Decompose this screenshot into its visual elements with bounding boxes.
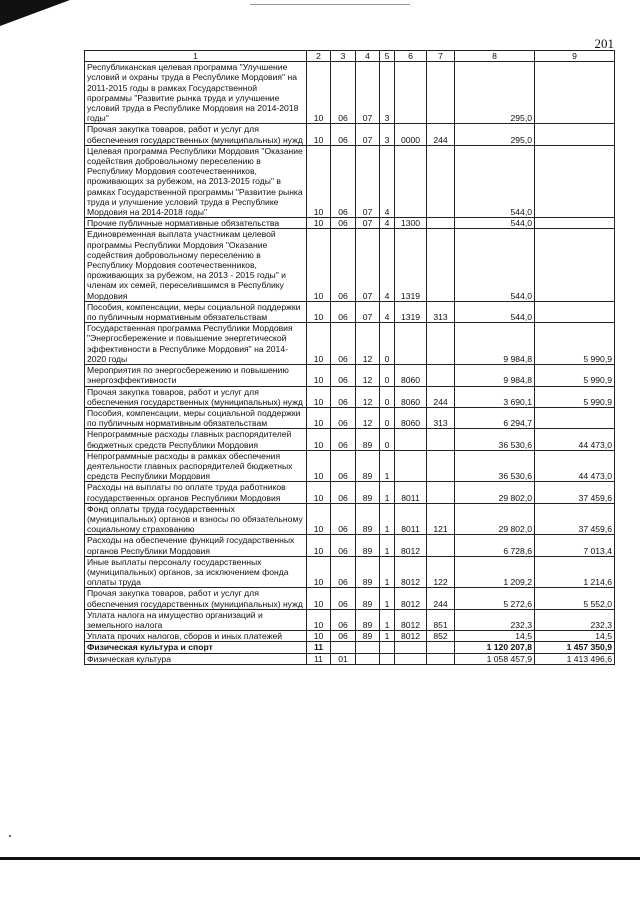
row-value-cell: 0000 <box>395 124 427 145</box>
row-value-cell: 1 <box>380 450 395 482</box>
row-value-cell: 9 984,8 <box>455 323 535 365</box>
table-row <box>85 145 615 217</box>
row-value-cell <box>427 229 455 301</box>
row-value-cell: 313 <box>427 407 455 428</box>
row-value-cell <box>427 450 455 482</box>
row-value-cell: 121 <box>427 503 455 535</box>
column-header: 2 <box>307 51 331 62</box>
row-value-cell <box>395 642 427 653</box>
row-value-cell: 89 <box>356 631 380 642</box>
row-value-cell: 14,5 <box>455 631 535 642</box>
row-value-cell: 244 <box>427 386 455 407</box>
row-value-cell <box>331 642 356 653</box>
row-name-cell: Непрограммные расходы в рамках обеспечения деятельности главных распорядителей бюджетных средств Республики Мордовия <box>85 450 307 482</box>
row-name-cell: Целевая программа Республики Мордовия "Оказание содействия добровольному переселению в Республику Мордовия соотечественников, проживающих за рубежом, на 2013-2015 годы" в рамках Государственной программы "Развитие рынка труда и улучшение условий труда в Республике Мордовия на 2014-2018 годы" <box>85 145 307 217</box>
row-value-cell: 232,3 <box>535 609 615 630</box>
row-value-cell: 244 <box>427 588 455 609</box>
row-value-cell: 1 <box>380 482 395 503</box>
row-value-cell: 6 728,6 <box>455 535 535 556</box>
row-value-cell: 8012 <box>395 535 427 556</box>
row-value-cell: 06 <box>331 124 356 145</box>
row-value-cell <box>356 653 380 664</box>
row-value-cell <box>395 145 427 217</box>
row-value-cell: 10 <box>307 124 331 145</box>
row-value-cell: 295,0 <box>455 124 535 145</box>
row-name-cell: Уплата прочих налогов, сборов и иных платежей <box>85 631 307 642</box>
row-value-cell <box>427 482 455 503</box>
row-value-cell <box>356 642 380 653</box>
row-value-cell <box>427 429 455 450</box>
row-name-cell: Мероприятия по энергосбережению и повышению энергоэффективности <box>85 365 307 386</box>
row-value-cell: 1 120 207,8 <box>455 642 535 653</box>
row-value-cell: 29 802,0 <box>455 503 535 535</box>
table-row <box>85 588 615 609</box>
row-value-cell: 89 <box>356 429 380 450</box>
row-value-cell <box>535 124 615 145</box>
row-value-cell: 12 <box>356 407 380 428</box>
row-name-cell: Единовременная выплата участникам целевой программы Республики Мордовия "Оказание содействия добровольному переселению в Республику Мордовия соотечественников, проживающих за рубежом, на 2013 - 2015 годы" и членам их семей, переселившимся в Республику Мордовия <box>85 229 307 301</box>
row-name-cell: Расходы на обеспечение функций государственных органов Республики Мордовия <box>85 535 307 556</box>
row-value-cell <box>380 642 395 653</box>
row-value-cell: 06 <box>331 386 356 407</box>
budget-table <box>84 50 615 665</box>
row-value-cell: 10 <box>307 556 331 588</box>
row-value-cell: 1 058 457,9 <box>455 653 535 664</box>
table-row <box>85 503 615 535</box>
row-value-cell: 8060 <box>395 386 427 407</box>
row-name-cell: Прочая закупка товаров, работ и услуг для обеспечения государственных (муниципальных) нужд <box>85 386 307 407</box>
table-row <box>85 609 615 630</box>
row-value-cell: 10 <box>307 301 331 322</box>
row-name-cell: Пособия, компенсации, меры социальной поддержки по публичным нормативным обязательствам <box>85 301 307 322</box>
row-value-cell: 4 <box>380 301 395 322</box>
row-name-cell: Прочая закупка товаров, работ и услуг для обеспечения государственных (муниципальных) нужд <box>85 124 307 145</box>
row-value-cell: 8060 <box>395 365 427 386</box>
column-header: 4 <box>356 51 380 62</box>
row-value-cell: 544,0 <box>455 145 535 217</box>
table-row <box>85 482 615 503</box>
row-value-cell: 1 457 350,9 <box>535 642 615 653</box>
row-value-cell: 12 <box>356 365 380 386</box>
row-value-cell: 0 <box>380 429 395 450</box>
row-name-cell: Физическая культура и спорт <box>85 642 307 653</box>
row-value-cell: 29 802,0 <box>455 482 535 503</box>
row-name-cell: Физическая культура <box>85 653 307 664</box>
row-value-cell: 6 294,7 <box>455 407 535 428</box>
table-row <box>85 450 615 482</box>
row-value-cell: 1319 <box>395 229 427 301</box>
row-value-cell: 14,5 <box>535 631 615 642</box>
row-value-cell: 0 <box>380 407 395 428</box>
row-value-cell: 10 <box>307 588 331 609</box>
row-value-cell: 06 <box>331 535 356 556</box>
row-value-cell: 89 <box>356 482 380 503</box>
row-value-cell: 11 <box>307 653 331 664</box>
row-value-cell: 295,0 <box>455 62 535 124</box>
row-value-cell: 12 <box>356 386 380 407</box>
row-value-cell: 10 <box>307 229 331 301</box>
row-value-cell: 06 <box>331 482 356 503</box>
scan-bottom-rule <box>0 857 640 860</box>
row-value-cell: 1 <box>380 556 395 588</box>
row-name-cell: Прочая закупка товаров, работ и услуг для обеспечения государственных (муниципальных) нужд <box>85 588 307 609</box>
row-value-cell: 7 013,4 <box>535 535 615 556</box>
row-value-cell: 244 <box>427 124 455 145</box>
row-value-cell: 06 <box>331 503 356 535</box>
row-value-cell: 851 <box>427 609 455 630</box>
table-row <box>85 429 615 450</box>
row-value-cell <box>395 450 427 482</box>
row-value-cell: 89 <box>356 535 380 556</box>
row-value-cell: 5 990,9 <box>535 323 615 365</box>
row-value-cell: 06 <box>331 62 356 124</box>
row-value-cell: 122 <box>427 556 455 588</box>
table-row <box>85 556 615 588</box>
row-value-cell: 3 690,1 <box>455 386 535 407</box>
column-header: 6 <box>395 51 427 62</box>
row-value-cell: 10 <box>307 386 331 407</box>
table-row <box>85 323 615 365</box>
row-value-cell: 4 <box>380 229 395 301</box>
row-value-cell: 8012 <box>395 631 427 642</box>
row-value-cell: 44 473,0 <box>535 450 615 482</box>
row-value-cell: 10 <box>307 218 331 229</box>
row-value-cell: 1 <box>380 588 395 609</box>
scan-top-line <box>250 4 410 5</box>
row-value-cell: 07 <box>356 62 380 124</box>
row-value-cell: 9 984,8 <box>455 365 535 386</box>
row-value-cell: 89 <box>356 588 380 609</box>
row-value-cell: 36 530,6 <box>455 450 535 482</box>
row-value-cell: 544,0 <box>455 301 535 322</box>
row-value-cell: 06 <box>331 218 356 229</box>
row-value-cell <box>535 145 615 217</box>
row-value-cell: 1 214,6 <box>535 556 615 588</box>
row-value-cell: 5 272,6 <box>455 588 535 609</box>
row-name-cell: Уплата налога на имущество организаций и земельного налога <box>85 609 307 630</box>
row-value-cell <box>427 365 455 386</box>
row-value-cell: 89 <box>356 503 380 535</box>
row-value-cell: 1 <box>380 631 395 642</box>
row-value-cell <box>427 62 455 124</box>
row-value-cell: 3 <box>380 62 395 124</box>
row-value-cell: 37 459,6 <box>535 482 615 503</box>
row-value-cell: 10 <box>307 323 331 365</box>
table-row <box>85 62 615 124</box>
row-value-cell: 1300 <box>395 218 427 229</box>
column-header: 7 <box>427 51 455 62</box>
row-value-cell: 12 <box>356 323 380 365</box>
row-value-cell: 07 <box>356 124 380 145</box>
table-row <box>85 386 615 407</box>
row-value-cell <box>427 642 455 653</box>
row-value-cell: 3 <box>380 124 395 145</box>
row-value-cell: 10 <box>307 535 331 556</box>
row-value-cell: 06 <box>331 450 356 482</box>
row-name-cell: Республиканская целевая программа "Улучшение условий и охраны труда в Республике Мордовия" на 2011-2015 годы в рамках Государственной программы "Развитие рынка труда и улучшение условий труда в Республике Мордовия на 2014-2018 годы" <box>85 62 307 124</box>
row-value-cell <box>535 301 615 322</box>
row-value-cell: 06 <box>331 323 356 365</box>
row-value-cell: 07 <box>356 229 380 301</box>
row-value-cell <box>427 323 455 365</box>
row-value-cell: 89 <box>356 556 380 588</box>
row-value-cell: 8012 <box>395 556 427 588</box>
row-name-cell: Фонд оплаты труда государственных (муниципальных) органов и взносы по обязательному социальному страхованию <box>85 503 307 535</box>
row-value-cell: 544,0 <box>455 218 535 229</box>
row-value-cell: 1 <box>380 609 395 630</box>
row-value-cell: 0 <box>380 365 395 386</box>
row-value-cell: 44 473,0 <box>535 429 615 450</box>
row-value-cell: 07 <box>356 145 380 217</box>
row-value-cell: 11 <box>307 642 331 653</box>
row-value-cell: 10 <box>307 503 331 535</box>
row-value-cell: 4 <box>380 145 395 217</box>
row-value-cell <box>535 218 615 229</box>
row-name-cell: Прочие публичные нормативные обязательства <box>85 218 307 229</box>
row-name-cell: Иные выплаты персоналу государственных (муниципальных) органов, за исключением фонда оплаты труда <box>85 556 307 588</box>
row-value-cell <box>395 62 427 124</box>
row-value-cell: 06 <box>331 301 356 322</box>
row-value-cell: 06 <box>331 588 356 609</box>
table-row <box>85 653 615 664</box>
row-value-cell: 1319 <box>395 301 427 322</box>
table-row <box>85 407 615 428</box>
table-row <box>85 631 615 642</box>
row-value-cell: 89 <box>356 609 380 630</box>
row-value-cell <box>427 145 455 217</box>
row-value-cell: 8011 <box>395 482 427 503</box>
row-value-cell: 8012 <box>395 588 427 609</box>
table-row <box>85 365 615 386</box>
row-value-cell: 07 <box>356 218 380 229</box>
table-header-row <box>85 51 615 62</box>
row-value-cell <box>427 218 455 229</box>
row-value-cell: 10 <box>307 407 331 428</box>
row-value-cell: 5 552,0 <box>535 588 615 609</box>
row-value-cell: 10 <box>307 145 331 217</box>
row-value-cell <box>395 653 427 664</box>
row-value-cell: 232,3 <box>455 609 535 630</box>
row-value-cell: 0 <box>380 386 395 407</box>
row-value-cell: 544,0 <box>455 229 535 301</box>
row-value-cell: 10 <box>307 429 331 450</box>
row-value-cell <box>395 323 427 365</box>
scan-speck <box>9 835 11 837</box>
row-value-cell: 06 <box>331 229 356 301</box>
column-header: 8 <box>455 51 535 62</box>
row-value-cell: 10 <box>307 609 331 630</box>
row-value-cell <box>380 653 395 664</box>
row-name-cell: Пособия, компенсации, меры социальной поддержки по публичным нормативным обязательствам <box>85 407 307 428</box>
row-value-cell: 10 <box>307 62 331 124</box>
row-value-cell <box>395 429 427 450</box>
row-value-cell: 5 990,9 <box>535 365 615 386</box>
row-value-cell <box>427 535 455 556</box>
row-value-cell <box>427 653 455 664</box>
row-value-cell: 8060 <box>395 407 427 428</box>
row-value-cell: 06 <box>331 407 356 428</box>
row-name-cell: Непрограммные расходы главных распорядителей бюджетных средств Республики Мордовия <box>85 429 307 450</box>
row-name-cell: Расходы на выплаты по оплате труда работников государственных органов Республики Мордовия <box>85 482 307 503</box>
table-row <box>85 301 615 322</box>
row-value-cell: 89 <box>356 450 380 482</box>
row-value-cell: 1 <box>380 535 395 556</box>
row-value-cell: 852 <box>427 631 455 642</box>
table-row <box>85 229 615 301</box>
row-value-cell: 8012 <box>395 609 427 630</box>
row-value-cell: 06 <box>331 631 356 642</box>
row-value-cell: 07 <box>356 301 380 322</box>
table-row <box>85 218 615 229</box>
column-header: 3 <box>331 51 356 62</box>
row-value-cell: 06 <box>331 429 356 450</box>
row-value-cell: 0 <box>380 323 395 365</box>
row-value-cell <box>535 62 615 124</box>
table-row <box>85 642 615 653</box>
row-value-cell: 10 <box>307 482 331 503</box>
row-name-cell: Государственная программа Республики Мордовия "Энергосбережение и повышение энергетической эффективности в Республике Мордовия" на 2014-2020 годы <box>85 323 307 365</box>
row-value-cell: 1 <box>380 503 395 535</box>
row-value-cell: 10 <box>307 631 331 642</box>
scan-corner-mark <box>0 0 70 26</box>
row-value-cell: 1 413 496,6 <box>535 653 615 664</box>
row-value-cell: 10 <box>307 365 331 386</box>
column-header: 1 <box>85 51 307 62</box>
row-value-cell: 06 <box>331 365 356 386</box>
row-value-cell <box>535 407 615 428</box>
row-value-cell: 37 459,6 <box>535 503 615 535</box>
row-value-cell: 06 <box>331 556 356 588</box>
column-header: 9 <box>535 51 615 62</box>
row-value-cell: 01 <box>331 653 356 664</box>
row-value-cell: 5 990,9 <box>535 386 615 407</box>
table-row <box>85 535 615 556</box>
table-row <box>85 124 615 145</box>
row-value-cell: 10 <box>307 450 331 482</box>
row-value-cell: 1 209,2 <box>455 556 535 588</box>
row-value-cell: 4 <box>380 218 395 229</box>
page-number: 201 <box>594 36 614 51</box>
row-value-cell: 313 <box>427 301 455 322</box>
column-header: 5 <box>380 51 395 62</box>
row-value-cell: 8011 <box>395 503 427 535</box>
budget-table-container <box>84 50 614 665</box>
row-value-cell: 06 <box>331 145 356 217</box>
row-value-cell: 36 530,6 <box>455 429 535 450</box>
row-value-cell: 06 <box>331 609 356 630</box>
row-value-cell <box>535 229 615 301</box>
